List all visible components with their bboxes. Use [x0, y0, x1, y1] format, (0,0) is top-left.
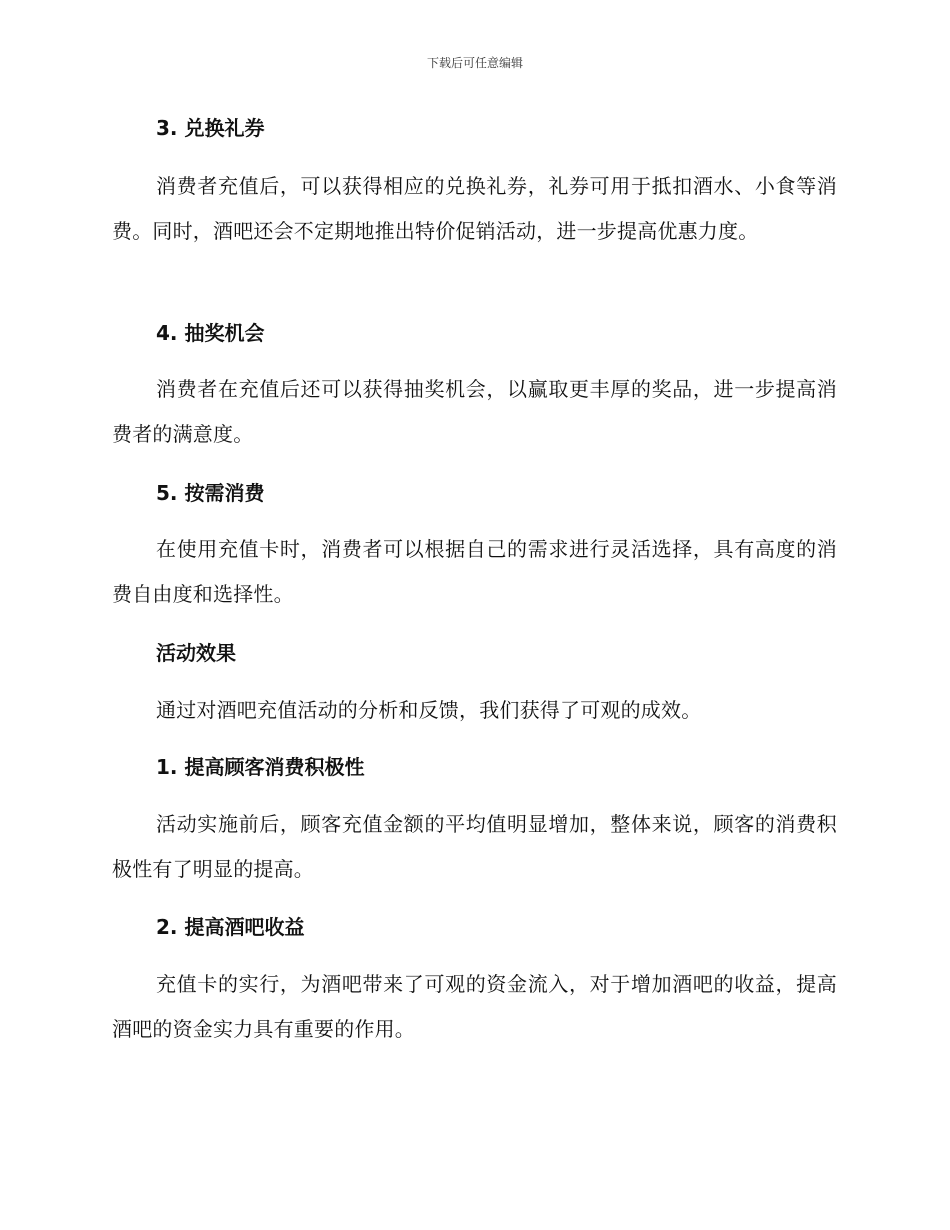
header-note: 下载后可任意编辑	[426, 56, 523, 70]
section-heading-redeem-coupon: 3. 兑换礼券	[156, 116, 265, 140]
paragraph-redeem-coupon: 消费者充值后，可以获得相应的兑换礼券，礼券可用于抵扣酒水、小食等消费。同时，酒吧还会不定期地推出特价促销活动，进一步提高优惠力度。	[112, 174, 837, 243]
paragraph-effects: 通过对酒吧充值活动的分析和反馈，我们获得了可观的成效。	[156, 698, 702, 722]
section-heading-lottery: 4. 抽奖机会	[156, 321, 265, 345]
paragraph-consumer-enthusiasm: 活动实施前后，顾客充值金额的平均值明显增加，整体来说，顾客的消费积极性有了明显的提高。	[112, 812, 837, 881]
section-heading-consumer-enthusiasm: 1. 提高顾客消费积极性	[156, 755, 365, 779]
paragraph-bar-revenue: 充值卡的实行，为酒吧带来了可观的资金流入，对于增加酒吧的收益，提高酒吧的资金实力具有重要的作用。	[112, 972, 837, 1041]
paragraph-on-demand: 在使用充值卡时，消费者可以根据自己的需求进行灵活选择，具有高度的消费自由度和选择性。	[112, 537, 837, 606]
section-heading-bar-revenue: 2. 提高酒吧收益	[156, 915, 305, 939]
section-heading-on-demand: 5. 按需消费	[156, 481, 265, 505]
paragraph-lottery: 消费者在充值后还可以获得抽奖机会，以赢取更丰厚的奖品，进一步提高消费者的满意度。	[112, 377, 837, 446]
section-heading-effects: 活动效果	[156, 641, 236, 665]
